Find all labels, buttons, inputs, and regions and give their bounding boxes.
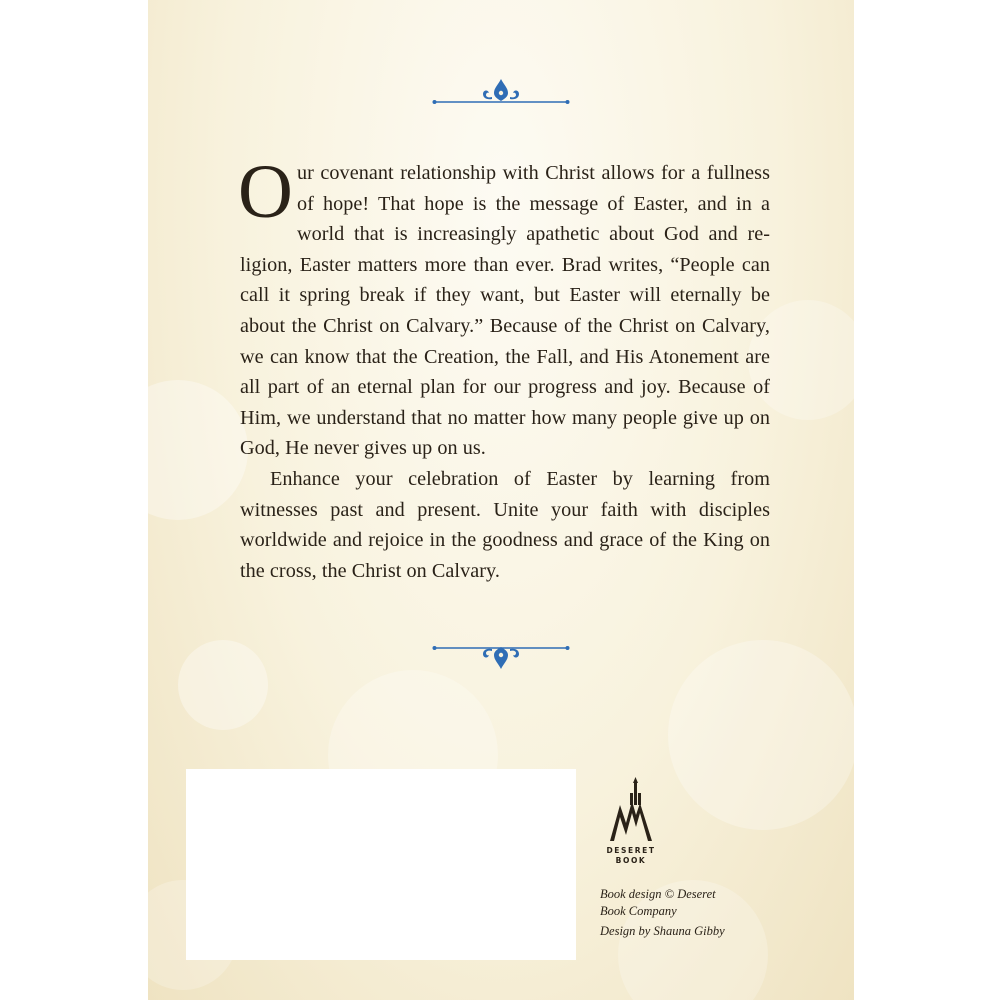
logo-line-2: BOOK: [615, 856, 647, 865]
logo-line-1: DESERET: [606, 846, 656, 855]
paragraph-2: Enhance your celebration of Easter by learning from witnesses past and present. Unite your faith with disciples worldwide and rejoice in the goodness and grace of the King on the cross, the Christ on Calvary.: [240, 467, 770, 582]
bokeh-decoration: [148, 380, 248, 520]
barcode-area: [186, 769, 576, 960]
publisher-logo-text: [598, 846, 664, 866]
cover-description: [238, 150, 770, 586]
credit-line-3: Design by Shauna Gibby: [600, 924, 725, 938]
paragraph-1: [238, 150, 770, 464]
fleuron-ornament-icon: [432, 640, 570, 670]
bokeh-decoration: [178, 640, 268, 730]
bokeh-decoration: [668, 640, 854, 830]
credit-line-1: Book design © Deseret: [600, 887, 716, 901]
credit-line-2: Book Company: [600, 904, 677, 918]
drop-cap: O: [238, 150, 293, 234]
fleuron-ornament-icon: [432, 77, 570, 107]
design-credits: [600, 886, 820, 940]
paragraph-1-text: ur covenant relationship with Christ allows for a fullness of hope! That hope is the message of Easter, and in a world that is increasingly apathetic about God and religion, Easter matters more than ever. Brad writes, “People can call it spring break if they want, but Easter will eternally be about the Christ on Calvary.” Because of the Christ on Calvary, we can know that the Creation, the Fall, and His Atonement are all part of an eternal plan for our progress and joy. Because of Him, we understand that no matter how many people give up on God, He never gives up on us.: [240, 162, 770, 460]
deseret-book-logo-icon: [606, 775, 656, 845]
book-back-cover: [148, 0, 854, 1000]
